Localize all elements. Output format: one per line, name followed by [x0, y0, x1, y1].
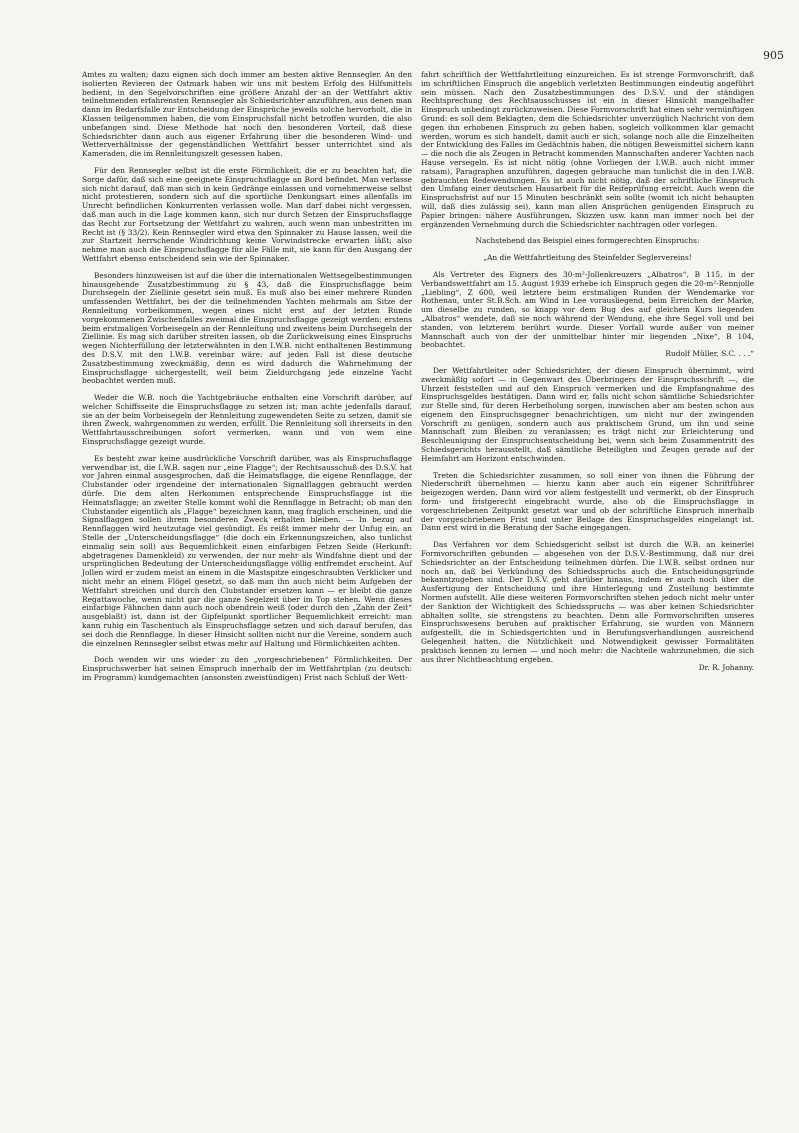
paragraph: Amtes zu walten; dazu eignen sich doch immer am besten aktive Rennsegler. An den isolierten Revieren der Ostmark haben wir uns mit bestem Erfolg des Hilfsmittels bedient, in den Segelvorschriften eine größere Anzahl der an der Wettfahrt aktiv teilnehmenden erfahrensten Rennsegler als Schiedsrichter anzuführen, aus denen man dann im Bedarfsfalle zur Entscheidung der Einsprüche jeweils solche hervorholt, die in Klassen teilgenommen haben, die vom Einspruchsfall nicht betroffen wurden, die also unbefangen sind. Diese Methode hat noch den besonderen Vorteil, daß diese Schiedsrichter dann auch aus eigener Erfahrung über die besonderen Wind- und Wetterverhältnisse der gegenständlichen Wettfahrt besser unterrichtet sind als Kameraden, die im Rennleitungszelt gesessen haben. — [82, 70, 412, 159]
paragraph: Der Wettfahrtleiter oder Schiedsrichter, der diesen Einspruch übernimmt, wird zweckmäßig sofort — in Gegenwart des Überbringers der Einspruchsschrift —, die Uhrzeit feststellen und auf den Einspruch vermerken und die Empfangnahme des Einspruchsgeldes bestätigen. Dann wird er, falls nicht schon sämtliche Schiedsrichter zur Stelle sind, für deren Herbeiholung sorgen, inzwischen aber am besten schon aus eigenem den Einspruchsgegner benachrichtigen, um nicht nur der zwingenden Vorschrift zu genügen, sondern auch aus praktischem Grund, um ihn und seine Mannschaft zum Bleiben zu veranlassen; es trägt nicht zur Erleichterung und Beschleunigung der Einspruchsentscheidung bei, wenn sich beim Zusammentritt des Schiedsgerichts herausstellt, daß sämtliche Beteiligten und Zeugen gerade auf der Heimfahrt am Horizont entschwinden. — [421, 365, 754, 463]
paragraph: Weder die W.B. noch die Yachtgebräuche enthalten eine Vorschrift darüber, auf welcher Schiffsseite die Einspruchsflagge zu setzen ist; man achte jedenfalls darauf, sie an der beim Vorbeisegeln der Rennleitung zugewendeten Seite zu setzen, damit sie ihren Zweck, wahrgenommen zu werden, erfüllt. Die Rennleitung soll ihrerseits in den Wettfahrtausschreibungen sofort vermerken, wann und von wem eine Einspruchsflagge gezeigt wurde. — [82, 393, 412, 447]
paragraph: Es besteht zwar keine ausdrückliche Vorschrift darüber, was als Einspruchsflagge verwendbar ist, die I.W.B. sagen nur „eine Flagge“; der Rechtsausschuß des D.S.V. hat vor Jahren einmal ausgesprochen, daß die Heimatsflagge, die eigene Rennflagge, der Clubstander oder irgendeine der internationalen Signalflaggen gebraucht werden dürfe. Die dem alten Herkommen entsprechende Einspruchsflagge ist die Heimatsflagge; an zweiter Stelle kommt wohl die Rennflagge in Betracht; ob man den Clubstander eigentlich als „Flagge“ bezeichnen kann, mag fraglich erscheinen, und die Signalflaggen sollen ihrem besonderen Zweck erhalten bleiben. — In bezug auf Rennflaggen wird heutzutage viel gesündigt. Es reißt immer mehr der Unfug ein, an Stelle der „Unterscheidungsflagge“ (die doch ein Erkennungszeichen, also tunlichst einmalig sein soll) aus Bequemlichkeit einen einfarbigen Fetzen Seide (Herkunft: abgetragenes Damenkleid) zu verwenden, der nur mehr als Windfahne dient und der ursprünglichen Bedeutung der Unterscheidungsflagge völlig entfremdet erscheint. Auf Jollen wird er zudem meist an einem in die Mastspitze eingeschraubten Verklicker und nicht mehr an einem Flögel gesetzt, so daß man ihn auch nicht beim Aufgeben der Wettfahrt streichen und durch den Clubstander ersetzen kann — er bleibt die ganze Regattawoche, wenn nicht gar die ganze Segelzeit über im Top stehen. Wenn dieses einfarbige Fähnchen dann auch noch obendrein weiß (oder durch den „Zahn der Zeit“ ausgeblaßt) ist, dann ist der Gipfelpunkt sportlicher Bequemlichkeit erreicht: man kann ruhig ein Taschentuch als Einspruchsflagge setzen und sich darauf berufen, das sei doch die Rennflagge. In dieser Hinsicht sollten nicht nur die Vereine, sondern auch die einzelnen Rennsegler selbst etwas mehr auf Haltung und Förmlichkeiten achten. — [82, 453, 412, 648]
paragraph: Treten die Schiedsrichter zusammen, so soll einer von ihnen die Führung der Niederschrift übernehmen — hierzu kann aber auch ein eigener Schriftführer beigezogen werden. Dann wird vor allem festgestellt und vermerkt, ob der Einspruch form- und fristgerecht eingebracht wurde, also ob die Einspruchsflagge in vorgeschriebenen Zeitpunkt gesetzt war und ob der schriftliche Einspruch innerhalb der vorgeschriebenen Frist und unter Beilage des Einspruchsgeldes eingelangt ist. Dann erst wird in die Beratung der Sache eingegangen. — [421, 470, 754, 533]
letter-body: Als Vertreter des Eigners des 30-m²-Jollenkreuzers „Albatros“, B 115, in der Verbandswettfahrt am 15. August 1939 erhebe ich Einspruch gegen die 20-m²-Rennjolle „Liebling“, Z 600, weil letztere beim erstmaligen Runden der Wendemarke vor Rothenau, unter St.B.Sch. am Wind in Lee vorausliegend, beim Erreichen der Marke, um dieselbe zu runden, so knapp vor dem Bug des auf gleichem Kurs liegenden „Albatros“ wendete, daß sie noch während der Wendung, ehe ihre Segel voll und bei standen, von letzterem berührt wurde. Dieser Vorfall wurde außer von meiner Mannschaft auch von der der unmittelbar hinter mir liegenden „Nixe“, B 104, beobachtet. — [421, 269, 754, 350]
letter-signature: Rudolf Müller, S.C. . . .“ — [665, 349, 754, 359]
paragraph: fahrt schriftlich der Wettfahrtleitung einzureichen. Es ist strenge Formvorschrift, daß im schriftlichen Einspruch die angeblich verletzten Bestimmungen eindeutig angeführt sein müssen. Nach den Zusatzbestimmungen des D.S.V. und der ständigen Rechtsprechung des Rechtsausschusses ist ein in dieser Hinsicht mangelhafter Einspruch unbedingt zurückzuweisen. Diese Formvorschrift hat einen sehr vernünftigen Grund: es soll dem Beklagten, dem die Schiedsrichter unverzüglich Nachricht von dem gegen ihn erhobenen Einspruch zu geben haben, sogleich vollkommen klar gemacht werden, worum es sich handelt, damit auch er sich, solange noch alle die Einzelheiten der Entwicklung des Falles im Gedächtnis haben, die nötigen Beweismittel sichern kann — die noch die als Zeugen in Betracht kommenden Mannschaften anderer Yachten nach Hause versegeln. Es ist nicht nötig (ohne Vorliegen der I.W.B. auch nicht immer ratsam), Paragraphen anzuführen, dagegen gebrauche man tunlichst die in den I.W.B. gebrauchten Redewendungen. Es ist auch nicht nötig, daß der schriftliche Einspruch den Umfang einer deutschen Hausarbeit für die Reifeprüfung erreicht. Auch wenn die Einspruchsfrist auf nur 15 Minuten beschränkt sein sollte (womit ich nicht behaupten will, daß dies zulässig sei), kann man allen Ansprüchen genügenden Einspruch zu Papier bringen: nähere Ausführungen, Skizzen usw. kann man immer noch bei der ergänzenden Vernehmung durch die Schiedsrichter nachtragen oder vorlegen. — [421, 70, 754, 229]
left-column — [82, 71, 412, 691]
paragraph: Doch wenden wir uns wieder zu den „vorgeschriebenen“ Förmlichkeiten. Der Einspruchswerber hat seinen Einspruch innerhalb der im Wettfahrtplan (zu deutsch: im Programm) kundgemachten (ansonsten zweistündigen) Frist nach Schluß der Wett- — [82, 655, 412, 682]
right-column — [421, 71, 754, 681]
paragraph: Das Verfahren vor dem Schiedsgericht selbst ist durch die W.B. an keinerlei Formvorschriften gebunden — abgesehen von der D.S.V.-Bestimmung, daß nur drei Schiedsrichter an der Entscheidung teilnehmen dürfen. Die I.W.B. selbst ordnen nur noch an, daß bei Verkündung des Schiedsspruchs auch die Entscheidungsgründe bekanntzugeben sind. Der D.S.V. geht darüber hinaus, indem er auch noch über die Ausfertigung der Entscheidung und ihre Hinterlegung und Zustellung bestimmte Normen aufstellt. Alle diese weiteren Formvorschriften stehen jedoch nicht mehr unter der Sanktion der Wichtigkeit des Schiedsspruchs — was aber keinen Schiedsrichter abhalten sollte, sie strengstens zu beachten. Denn alle Formvorschriften unseres Einspruchswesens beruhen auf praktischer Erfahrung, sie wurden von Männern aufgestellt, die in Schiedsgerichten und in Berufungsverhandlungen ausreichend Gelegenheit hatten, die Nützlichkeit und Notwendigkeit gewisser Formalitäten praktisch kennen zu lernen — und noch mehr: die Nachteile wahrzunehmen, die sich aus ihrer Nichtbeachtung ergeben. — [421, 540, 754, 664]
paragraph: Für den Rennsegler selbst ist die erste Förmlichkeit, die er zu beachten hat, die Sorge dafür, daß sich eine geeignete Einspruchsflagge an Bord befindet. Man verlasse sich nicht darauf, daß man sich in kein Gedränge einlassen und vornehmerweise selbst nicht protestieren, sondern sich auf die sportliche Denkungsart eines allenfalls im Unrecht befindlichen Konkurrenten verlassen wolle. Man darf dabei nicht vergessen, daß man auch in die Lage kommen kann, sich nur durch Setzen der Einspruchsflagge das Recht zur Fortsetzung der Wettfahrt zu wahren, auch wenn man unbestritten im Recht ist (§ 33/2). Kein Rennsegler wird etwa den Spinnaker zu Hause lassen, weil die zur Startzeit herrschende Windrichtung keine Vorwindstrecke erwarten läßt; also nehme man auch die Einspruchsflagge für alle Fälle mit, sie kann für den Ausgang der Wettfahrt ebenso entscheidend sein wie der Spinnaker. — [82, 165, 412, 263]
paragraph: Besonders hinzuweisen ist auf die über die internationalen Wettsegelbestimmungen hinausgehende Zusatzbestimmung zu § 43, daß die Einspruchsflagge beim Durchsegeln der Ziellinie gesetzt sein muß. Es muß also bei einer mehrere Runden umfassenden Wettfahrt, bei der die teilnehmenden Yachten mehrmals am Sitze der Rennleitung vorbeikommen, wegen eines nicht erst auf der letzten Runde vorgekommenen Zwischenfalles zweimal die Einspruchsflagge gezeigt werden: erstens beim erstmaligen Vorbeisegeln an der Rennleitung und zweitens beim Durchsegeln der Ziellinie. Es mag sich darüber streiten lassen, ob die Zurückweisung eines Einspruchs wegen Nichterfüllung der letzterwähnten in den I.W.B. nicht enthaltenen Bestimmung des D.S.V. mit den I.W.B. vereinbar wäre: auf jeden Fall ist diese deutsche Zusatzbestimmung zweckmäßig, denn es wird dadurch die Wahrnehmung der Einspruchsflagge sichergestellt, weil beim Zieldurchgang jede einzelne Yacht beobachtet werden muß. — [82, 270, 412, 386]
author-signature: Dr. R. Johanny. — [698, 663, 754, 673]
page-number: 905 — [763, 49, 784, 62]
letter-salutation: „An die Wettfahrtleitung des Steinfelder Seglervereins! — [483, 253, 692, 263]
example-intro: Nachstehend das Beispiel eines formgerechten Einspruchs: — [475, 236, 700, 246]
